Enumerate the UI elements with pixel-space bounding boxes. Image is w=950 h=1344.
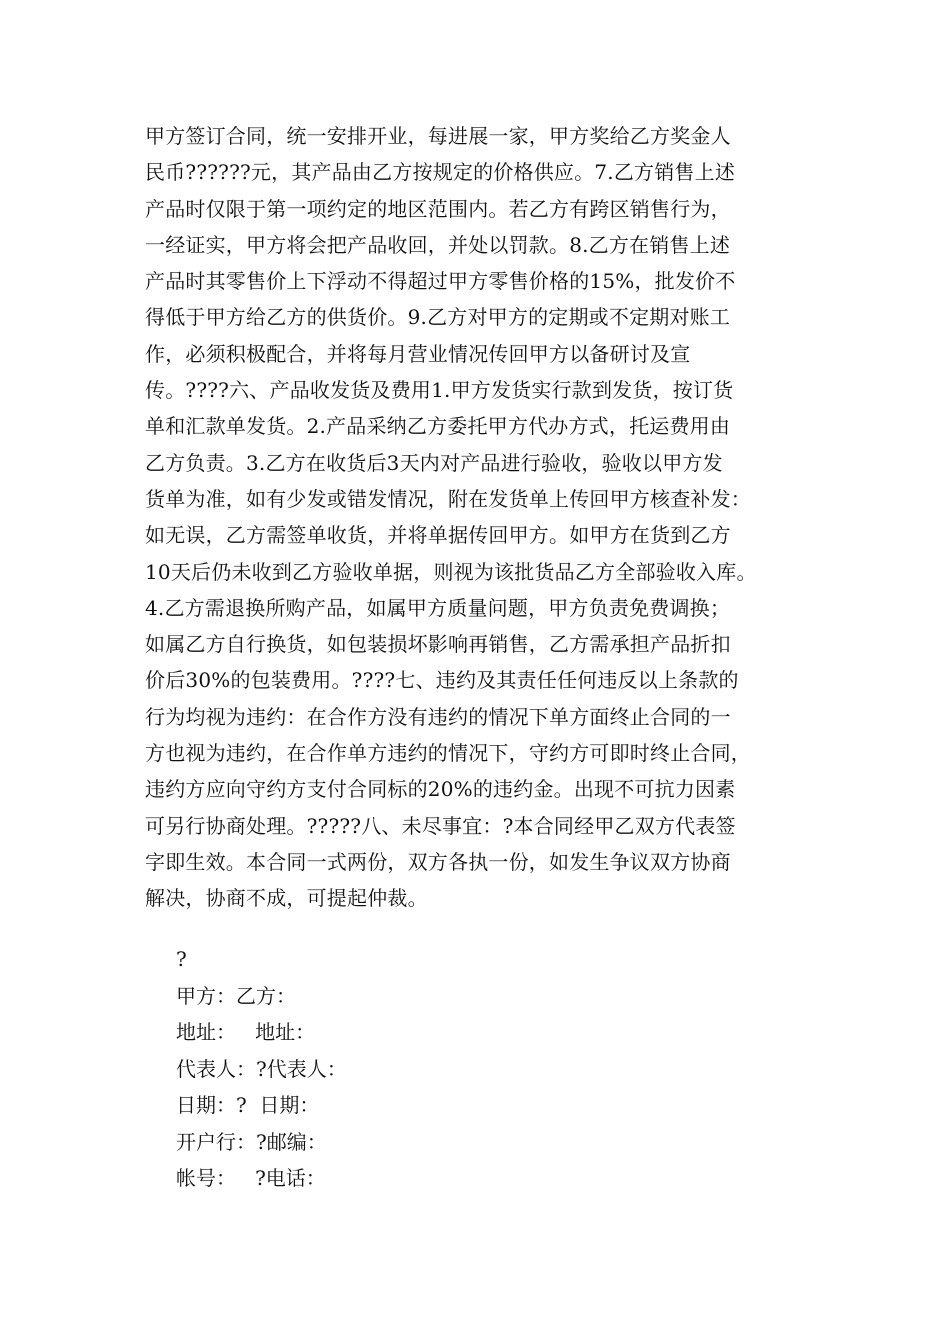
signature-line-placeholder: ? [176, 947, 187, 971]
text-line-19: 违约方应向守约方支付合同标的20%的违约金。出现不可抗力因素 [145, 777, 736, 802]
text-line-14: 4.乙方需退换所购产品，如属甲方质量问题，甲方负责免费调换； [145, 595, 731, 620]
text-line-8: 传。????六、产品收发货及费用1.甲方发货实行款到发货，按订货 [145, 378, 734, 403]
text-line-5: 产品时其零售价上下浮动不得超过甲方零售价格的15%，批发价不 [145, 269, 736, 294]
text-line-2: 民币??????元，其产品由乙方按规定的价格供应。7.乙方销售上述 [145, 160, 736, 185]
contract-body-text [145, 118, 825, 917]
text-line-9: 单和汇款单发货。2.产品采纳乙方委托甲方代办方式，托运费用由 [145, 414, 731, 439]
text-line-21: 字即生效。本合同一式两份，双方各执一份，如发生争议双方协商 [145, 849, 731, 874]
text-line-20: 可另行协商处理。?????八、未尽事宜：?本合同经甲乙双方代表签 [145, 813, 736, 838]
signature-line-account: 帐号： ?电话： [176, 1166, 326, 1190]
signature-block [176, 941, 576, 1197]
text-line-7: 作，必须积极配合，并将每月营业情况传回甲方以备研讨及宣 [145, 341, 691, 366]
signature-line-parties: 甲方：乙方： [176, 983, 296, 1008]
text-line-13: 10天后仍未收到乙方验收单据，则视为该批货品乙方全部验收入库。 [145, 559, 757, 584]
text-line-18: 方也视为违约，在合作单方违约的情况下，守约方可即时终止合同， [145, 741, 751, 766]
text-line-6: 得低于甲方给乙方的供货价。9.乙方对甲方的定期或不定期对账工 [145, 305, 731, 330]
signature-line-address: 地址： 地址： [176, 1020, 316, 1044]
text-line-3: 产品时仅限于第一项约定的地区范围内。若乙方有跨区销售行为， [145, 196, 731, 221]
text-line-22: 解决，协商不成，可提起仲裁。 [145, 886, 428, 911]
signature-line-date: 日期：? 日期： [176, 1093, 320, 1117]
text-line-17: 行为均视为违约：在合作方没有违约的情况下单方面终止合同的一 [145, 704, 731, 729]
signature-line-bank: 开户行：?邮编： [176, 1129, 327, 1154]
text-line-15: 如属乙方自行换货，如包装损坏影响再销售，乙方需承担产品折扣 [145, 632, 731, 657]
text-line-4: 一经证实，甲方将会把产品收回，并处以罚款。8.乙方在销售上述 [145, 232, 731, 257]
text-line-1: 甲方签订合同，统一安排开业，每进展一家，甲方奖给乙方奖金人 [145, 124, 731, 148]
text-line-11: 货单为准，如有少发或错发情况，附在发货单上传回甲方核查补发： [145, 486, 751, 511]
text-line-10: 乙方负责。3.乙方在收货后3天内对产品进行验收，验收以甲方发 [145, 450, 723, 475]
text-line-16: 价后30%的包装费用。????七、违约及其责任任何违反以上条款的 [145, 668, 739, 693]
signature-line-representative: 代表人：?代表人： [176, 1056, 347, 1081]
text-line-12: 如无误，乙方需签单收货，并将单据传回甲方。如甲方在货到乙方 [145, 523, 731, 548]
